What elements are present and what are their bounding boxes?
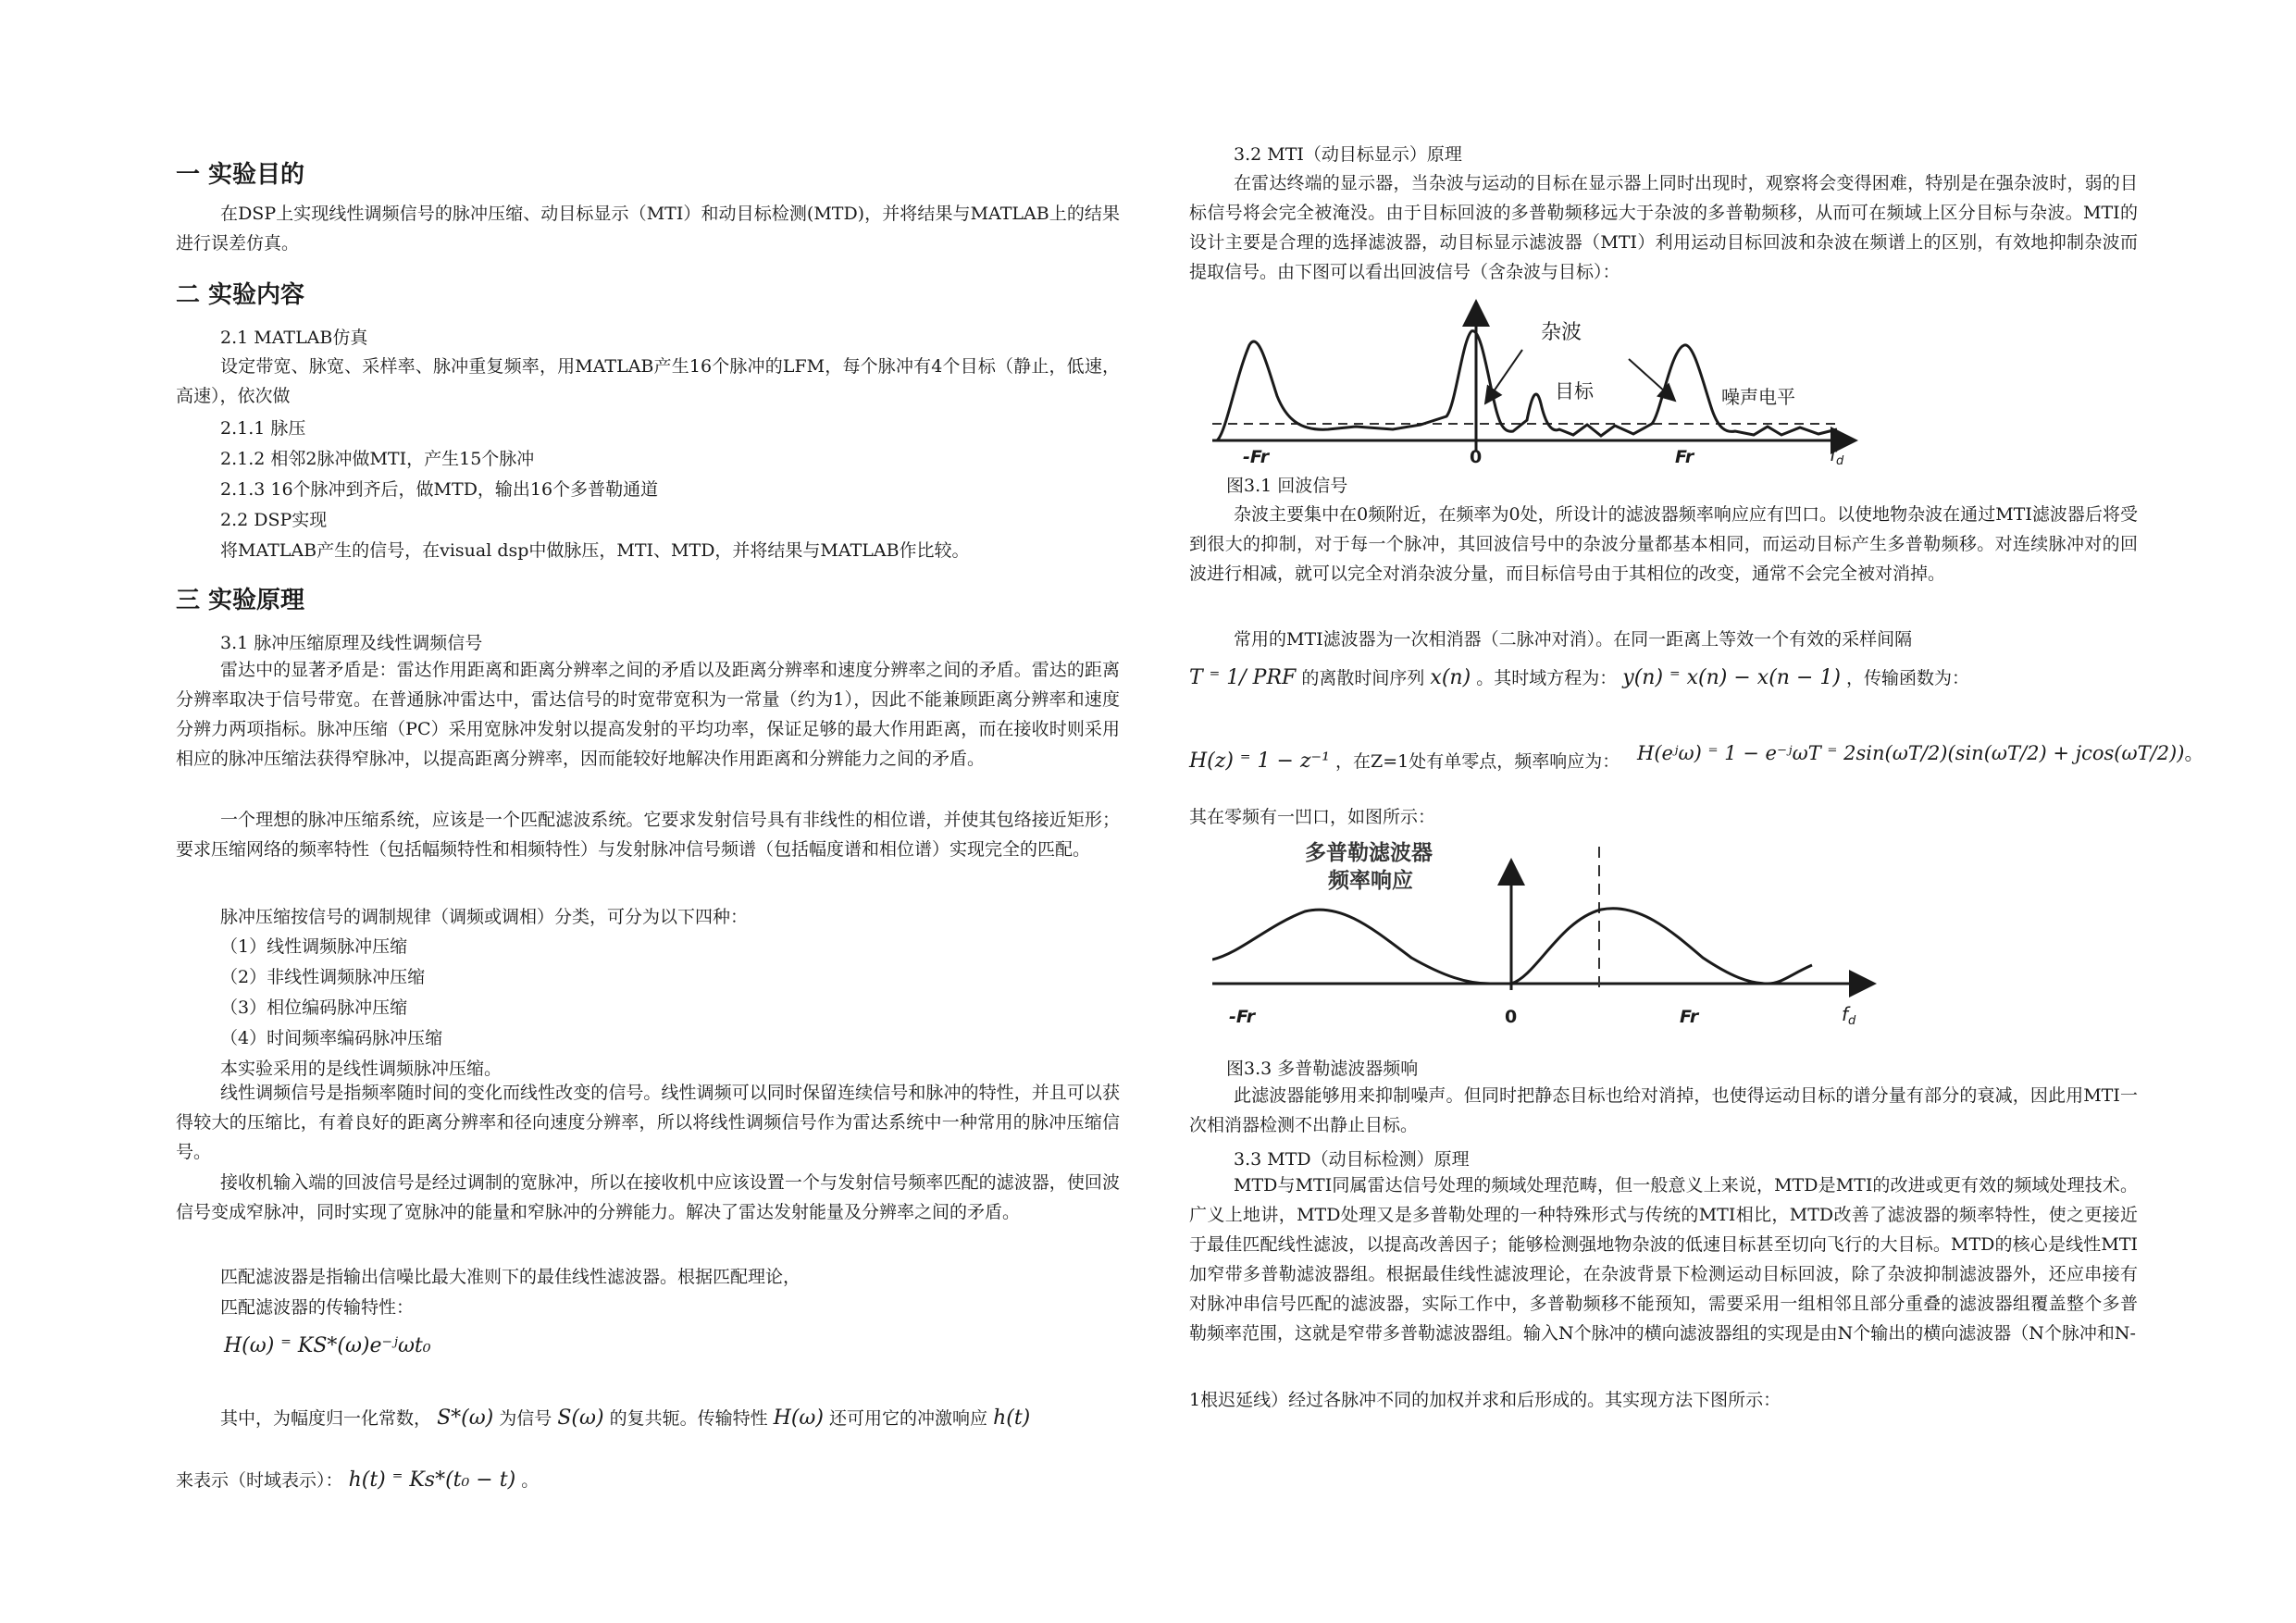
equation-sampling-interval: T ⁼ 1/ PRF [1189, 666, 1297, 689]
doppler-filter-response-figure [1212, 828, 1879, 1032]
target-label: 目标 [1555, 380, 1594, 403]
section-3-1: 3.1 脉冲压缩原理及线性调频信号 [220, 633, 483, 653]
math-signal: S(ω) [557, 1406, 604, 1430]
fd-main: f [1830, 443, 1837, 465]
equation-time-domain: y(n) ⁼ x(n) − x(n − 1) [1622, 666, 1841, 689]
section-3-2: 3.2 MTI（动目标显示）原理 [1234, 144, 1462, 165]
paragraph-3-1-j [176, 1467, 539, 1492]
paragraph-3-2-b: 杂波主要集中在0频附近，在频率为0处，所设计的滤波器频率响应应有凹口。以使地物杂波在通过MTI滤波器后将受到很大的抑制，对于每一个脉冲，其回波信号中的杂波分量都基本相同，而运动目标产生多普勒频移。对连续脉冲对的回波进行相减，就可以完全对消杂波分量，而目标信号由于其相位的改变，通常不会完全被对消掉。 [1189, 504, 2138, 584]
paragraph-3-1-e: 线性调频信号是指频率随时间的变化而线性改变的信号。线性调频可以同时保留连续信号和脉冲的特性，并且可以获得较大的压缩比，有着良好的距离分辨率和径向速度分辨率，所以将线性调频信号作为雷达系统中一种常用的脉冲压缩信号。 [176, 1083, 1120, 1162]
noise-label: 噪声电平 [1721, 386, 1795, 408]
section-3-3: 3.3 MTD（动目标检测）原理 [1234, 1149, 1470, 1170]
list-item-4: （4）时间频率编码脉冲压缩 [220, 1028, 443, 1048]
paragraph-3-1-a: 雷达中的显著矛盾是：雷达作用距离和距离分辨率之间的矛盾以及距离分辨率和速度分辨率之间的矛盾。雷达的距离分辨率取决于信号带宽。在普通脉冲雷达中，雷达信号的时宽带宽积为一常量（约为1），因此不能兼顾距离分辨率和速度分辨力两项指标。脉冲压缩（PC）采用宽脉冲发射以提高发射的平均功率，保证足够的最大作用距离，而在接收时则采用相应的脉冲压缩法获得窄脉冲，以提高距离分辨率，因而能较好地解决作用距离和分辨能力之间的矛盾。 [176, 660, 1120, 769]
fd-label [1830, 443, 1844, 468]
fig2-title-line1: 多普勒滤波器 [1305, 841, 1433, 865]
text-segment: 的离散时间序列 [1301, 668, 1425, 688]
paragraph-3-1-b: 一个理想的脉冲压缩系统，应该是一个匹配滤波系统。它要求发射信号具有非线性的相位谱，并使其包络接近矩形；要求压缩网络的频率特性（包括幅频特性和相频特性）与发射脉冲信号频谱（包括幅度谱和相位谱）实现完全的匹配。 [176, 810, 1120, 860]
paragraph-3-1-h: 匹配滤波器的传输特性： [220, 1297, 415, 1318]
equation-sequence: x(n) [1430, 666, 1471, 689]
figure-3-3-caption: 图3.3 多普勒滤波器频响 [1226, 1059, 1419, 1079]
equation-frequency-response-text: H(eʲω) ⁼ 1 − e⁻ʲωT ⁼ 2sin(ωT/2)(sin(ωT/2) + jcos(ωT/2)) [1637, 742, 2185, 764]
equation-impulse-response: h(t) ⁼ Ks*(t₀ − t) [348, 1468, 516, 1492]
paragraph-3-2-h: 其在零频有一凹口，如图所示： [1189, 807, 1436, 827]
section-2-2: 2.2 DSP实现 [220, 510, 328, 530]
paragraph-3-1-c: 脉冲压缩按信号的调制规律（调频或调相）分类，可分为以下四种： [220, 907, 749, 927]
section-2-1-2: 2.1.2 相邻2脉冲做MTI，产生15个脉冲 [220, 449, 535, 469]
equation-line-1 [1189, 664, 2138, 689]
paragraph-3-3-b: 1根迟延线）经过各脉冲不同的加权并求和后形成的。其实现方法下图所示： [1189, 1390, 1781, 1410]
equation-matched-filter: H(ω) ⁼ KS*(ω)e⁻ʲωt₀ [224, 1334, 431, 1357]
equation-frequency-response [1637, 738, 2203, 766]
zero-label: 0 [1470, 447, 1483, 467]
paragraph-3-2-a: 在雷达终端的显示器，当杂波与运动的目标在显示器上同时出现时，观察将会变得困难，特别是在强杂波时，弱的目标信号将会完全被淹没。由于目标回波的多普勒频移远大于杂波的多普勒频移，从而可在频域上区分目标与杂波。MTI的设计主要是合理的选择滤波器，动目标显示滤波器（MTI）利用运动目标回波和杂波在频谱上的区别，有效地抑制杂波而提取信号。由下图可以看出回波信号（含杂波与目标）： [1189, 173, 2138, 282]
text-segment: 其中，为幅度归一化常数， [220, 1408, 432, 1429]
heading-content: 二 实验内容 [176, 281, 305, 309]
fd-sub: d [1836, 454, 1844, 468]
paragraph-3-1-f: 接收机输入端的回波信号是经过调制的宽脉冲，所以在接收机中应该设置一个与发射信号频率匹配的滤波器，使回波信号变成窄脉冲，同时实现了宽脉冲的能量和窄脉冲的分辨能力。解决了雷达发射能量及分辨率之间的矛盾。 [176, 1172, 1120, 1222]
list-item-1: （1）线性调频脉冲压缩 [220, 936, 408, 957]
list-item-2: （2）非线性调频脉冲压缩 [220, 967, 426, 987]
text-segment: 来表示（时域表示）： [176, 1470, 343, 1491]
fr-label: Fr [1680, 1007, 1699, 1027]
paragraph-3-1-g: 匹配滤波器是指输出信噪比最大准则下的最佳线性滤波器。根据匹配理论， [220, 1267, 801, 1287]
paragraph-3-1-d: 本实验采用的是线性调频脉冲压缩。 [220, 1059, 503, 1079]
heading-principle: 三 实验原理 [176, 587, 305, 614]
math-transfer: H(ω) [773, 1406, 824, 1430]
text-segment: ，传输函数为： [1846, 668, 1970, 688]
clutter-arrow [1485, 350, 1522, 403]
paragraph-2-2: 将MATLAB产生的信号，在visual dsp中做脉压，MTI、MTD，并将结果与MATLAB作比较。 [220, 540, 970, 561]
fr-label: Fr [1675, 447, 1694, 467]
text-segment: 为信号 [499, 1408, 552, 1429]
fd-main: f [1842, 1003, 1849, 1025]
math-conj-signal: S*(ω) [437, 1406, 494, 1430]
text-segment: 的复共轭。传输特性 [609, 1408, 768, 1429]
equation-transfer-function: H(z) ⁼ 1 − z⁻¹ [1189, 750, 1330, 773]
list-item-3: （3）相位编码脉冲压缩 [220, 997, 408, 1018]
section-2-1-3: 2.1.3 16个脉冲到齐后，做MTD，输出16个多普勒通道 [220, 479, 659, 500]
zero-label: 0 [1505, 1007, 1518, 1027]
equation-line-2 [1189, 748, 1620, 773]
fd-sub: d [1848, 1014, 1856, 1028]
text-segment: ，在Z=1处有单零点，频率响应为： [1335, 751, 1620, 772]
fd-label [1842, 1003, 1856, 1028]
fig2-title-line2: 频率响应 [1328, 869, 1413, 893]
paragraph-3-3-a: MTD与MTI同属雷达信号处理的频域处理范畴，但一般意义上来说，MTD是MTI的改进或更有效的频域处理技术。广义上地讲，MTD处理又是多普勒处理的一种特殊形式与传统的MTI相比，MTD改善了滤波器的频率特性，使之更接近于最佳匹配线性滤波，以提高改善因子；能够检测强地物杂波的低速目标甚至切向飞行的大目标。MTD的核心是线性MTI加窄带多普勒滤波器组。根据最佳线性滤波理论，在杂波背景下检测运动目标回波，除了杂波抑制滤波器外，还应串接有对脉冲串信号匹配的滤波器，实际工作中，多普勒频移不能预知，需要采用一组相邻且部分重叠的滤波器组覆盖整个多普勒频率范围，这就是窄带多普勒滤波器组。输入N个脉冲的横向滤波器组的实现是由N个输出的横向滤波器（N个脉冲和N- [1189, 1175, 2138, 1344]
section-2-1-1: 2.1.1 脉压 [220, 418, 306, 439]
figure-3-1-caption: 图3.1 回波信号 [1226, 476, 1348, 496]
paragraph-3-1-i [220, 1405, 1030, 1430]
neg-fr-label: -Fr [1243, 447, 1270, 467]
math-impulse: h(t) [993, 1406, 1031, 1430]
echo-signal-figure [1208, 294, 1874, 470]
clutter-label: 杂波 [1541, 321, 1582, 344]
paragraph-3-2-i: 此滤波器能够用来抑制噪声。但同时把静态目标也给对消掉，也使得运动目标的谱分量有部分的衰减，因此用MTI一次相消器检测不出静止目标。 [1189, 1085, 2138, 1135]
heading-objective: 一 实验目的 [176, 161, 305, 189]
neg-fr-label: -Fr [1229, 1007, 1256, 1027]
objective-paragraph: 在DSP上实现线性调频信号的脉冲压缩、动目标显示（MTI）和动目标检测(MTD)，并将结果与MATLAB上的结果进行误差仿真。 [176, 204, 1120, 254]
section-2-1: 2.1 MATLAB仿真 [220, 328, 368, 348]
text-segment: 。 [521, 1470, 540, 1491]
text-segment: 。其时域方程为： [1476, 668, 1618, 688]
paragraph-3-2-c: 常用的MTI滤波器为一次相消器（二脉冲对消）。在同一距离上等效一个有效的采样间隔 [1234, 629, 1913, 650]
text-segment: 。 [2184, 742, 2204, 764]
paragraph-2-1: 设定带宽、脉宽、采样率、脉冲重复频率，用MATLAB产生16个脉冲的LFM，每个脉冲有4个目标（静止，低速，高速），依次做 [176, 356, 1120, 406]
text-segment: 还可用它的冲激响应 [829, 1408, 988, 1429]
